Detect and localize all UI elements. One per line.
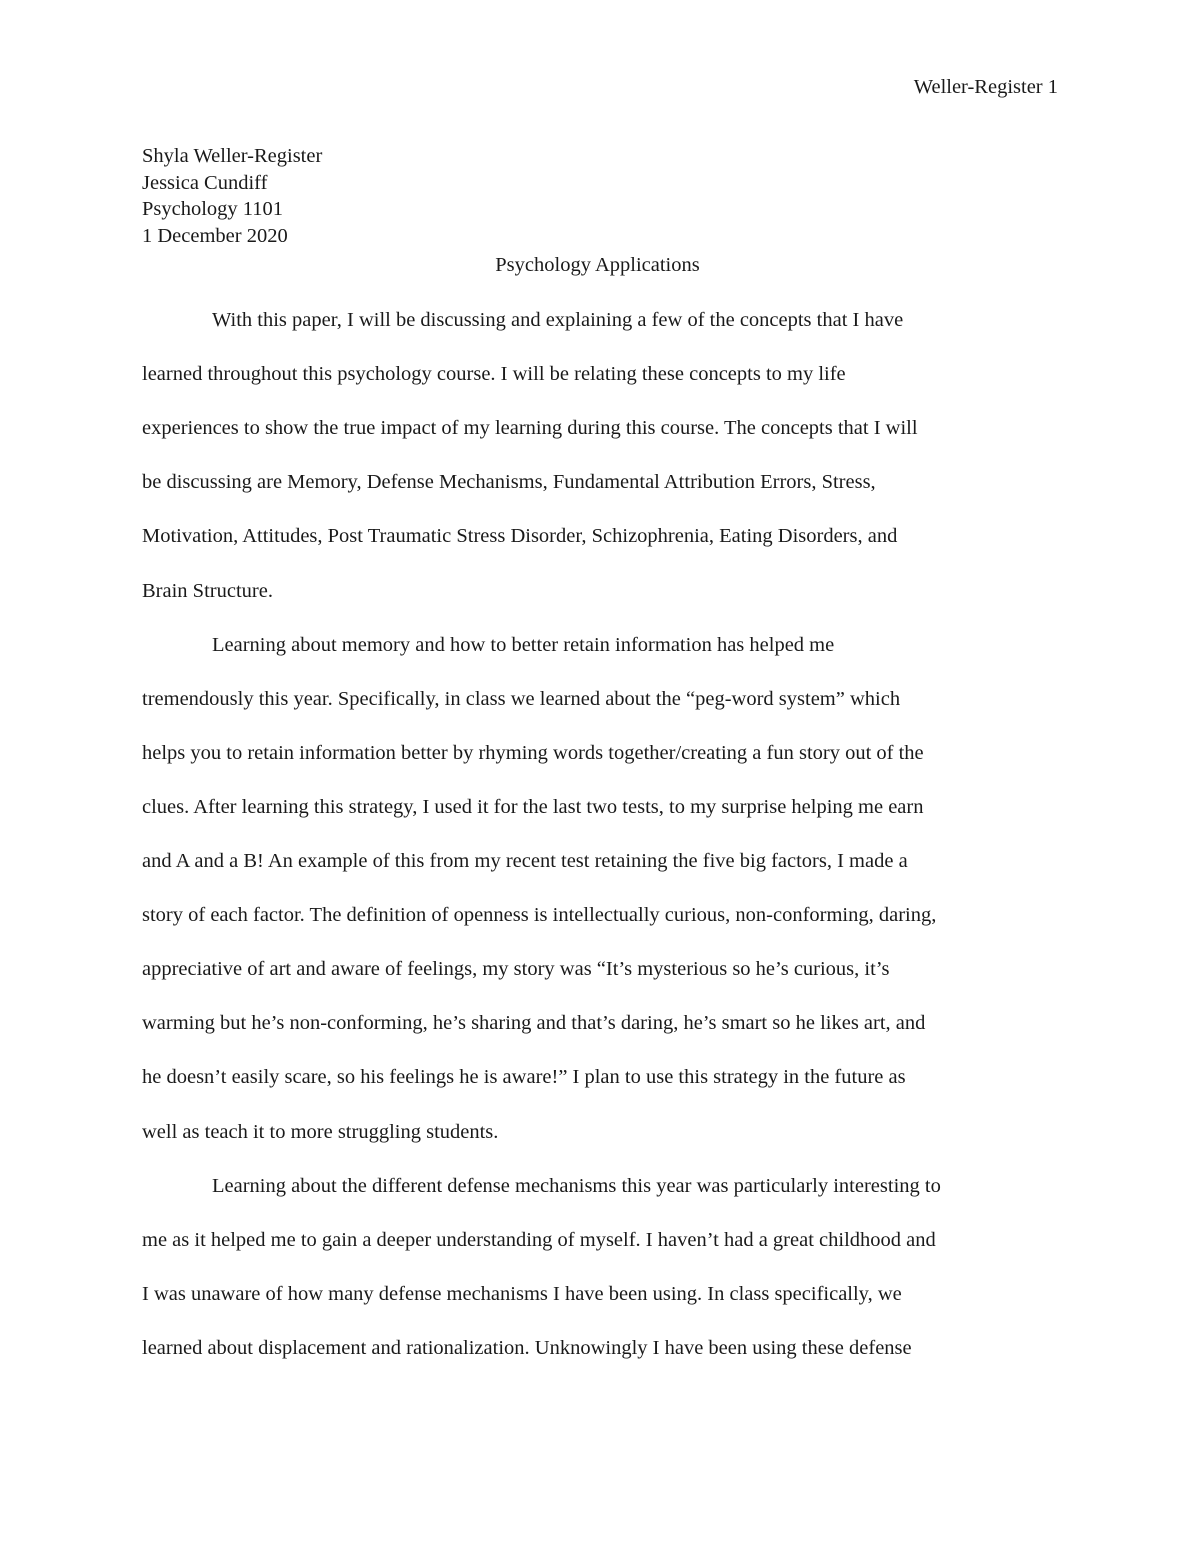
body-line: Brain Structure.: [142, 579, 273, 602]
body-line: tremendously this year. Specifically, in class we learned about the “peg-word system” which: [142, 687, 901, 710]
body-line: learned about displacement and rationalization. Unknowingly I have been using these defense: [142, 1336, 912, 1359]
body-line: Motivation, Attitudes, Post Traumatic Stress Disorder, Schizophrenia, Eating Disorders, and: [142, 525, 898, 548]
body-line: story of each factor. The definition of openness is intellectually curious, non-conforming, daring,: [142, 904, 937, 927]
body-line: Learning about the different defense mechanisms this year was particularly interesting to: [212, 1174, 941, 1197]
running-head: Weller-Register 1: [913, 76, 1058, 98]
body-line: warming but he’s non-conforming, he’s sharing and that’s daring, he’s smart so he likes art, and: [142, 1012, 926, 1035]
heading-block: [142, 143, 322, 250]
body-line: I was unaware of how many defense mechanisms I have been using. In class specifically, we: [142, 1282, 902, 1305]
body-line: appreciative of art and aware of feelings, my story was “It’s mysterious so he’s curious, it’s: [142, 958, 890, 981]
body-line: helps you to retain information better by rhyming words together/creating a fun story out of the: [142, 741, 924, 764]
body-line: clues. After learning this strategy, I used it for the last two tests, to my surprise helping me earn: [142, 795, 924, 818]
body-line: well as teach it to more struggling students.: [142, 1120, 499, 1143]
body-line: and A and a B! An example of this from my recent test retaining the five big factors, I made a: [142, 850, 908, 872]
body-line: learned throughout this psychology course. I will be relating these concepts to my life: [142, 363, 846, 386]
instructor-name: Jessica Cundiff: [142, 171, 268, 194]
course-name: Psychology 1101: [142, 198, 284, 221]
body-line: With this paper, I will be discussing and explaining a few of the concepts that I have: [212, 309, 904, 331]
paper-title: Psychology Applications: [495, 254, 700, 276]
body-line: Learning about memory and how to better retain information has helped me: [212, 633, 835, 656]
body-line: be discussing are Memory, Defense Mechanisms, Fundamental Attribution Errors, Stress,: [142, 471, 876, 494]
student-name: Shyla Weller-Register: [142, 145, 323, 167]
body-line: he doesn’t easily scare, so his feelings he is aware!” I plan to use this strategy in the future as: [142, 1066, 906, 1089]
body-line: experiences to show the true impact of my learning during this course. The concepts that I will: [142, 417, 918, 440]
body-line: me as it helped me to gain a deeper understanding of myself. I haven’t had a great childhood and: [142, 1228, 936, 1251]
paper-date: 1 December 2020: [142, 225, 288, 248]
